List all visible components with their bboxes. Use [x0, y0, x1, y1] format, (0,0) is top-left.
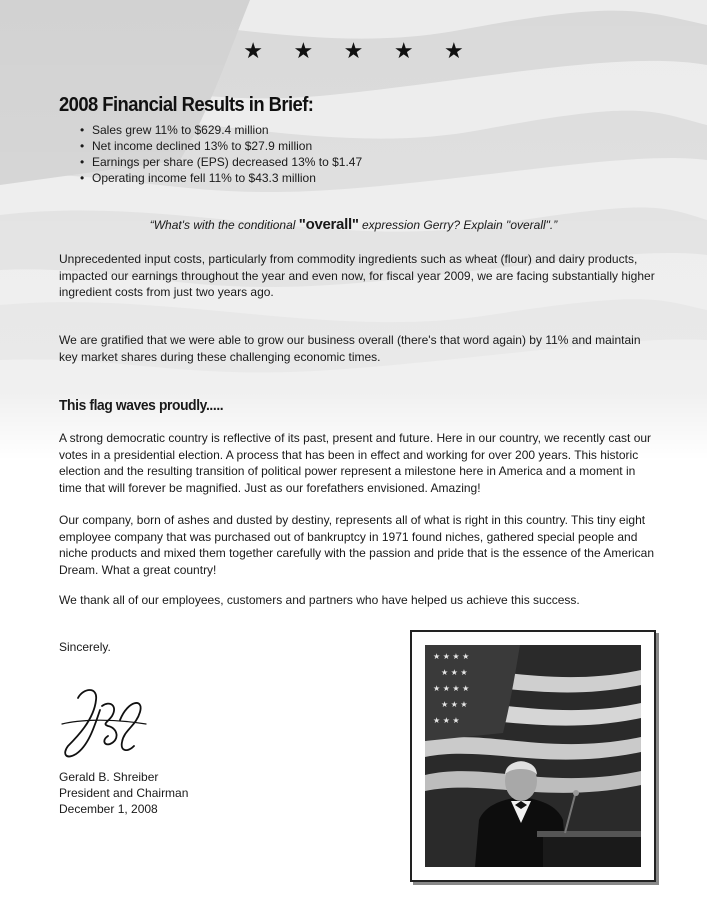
star-icon: ★: [243, 38, 263, 63]
svg-text:★ ★ ★: ★ ★ ★: [441, 668, 468, 677]
list-item: • Operating income fell 11% to $43.3 million: [80, 170, 362, 186]
quote-emphasis: "overall": [298, 216, 359, 233]
section-heading: This flag waves proudly.....: [59, 397, 224, 414]
letter-date: December 1, 2008: [59, 802, 158, 816]
paragraph-company-history: Our company, born of ashes and dusted by destiny, represents all of what is right in this country. This tiny eight employee company that was purchased out of bankruptcy in 1971 found niches, gathered special people and niche products and mixed them together carefully with the passion and pride that is the essence of the American Dream. What a great country!: [59, 513, 655, 577]
page-title: 2008 Financial Results in Brief:: [59, 94, 314, 116]
chairman-photo: [410, 630, 656, 882]
star-icon: ★: [393, 38, 414, 63]
flag-and-speaker-illustration: [425, 645, 641, 867]
signature-image: [58, 680, 150, 762]
signature-block: [59, 769, 188, 817]
star-icon: ★: [293, 38, 314, 63]
paragraph-growth: We are gratified that we were able to grow our business overall (there's that word again) by 11% and maintain key market shares during these challenging economic times.: [59, 333, 641, 364]
svg-text:★ ★ ★: ★ ★ ★: [441, 700, 468, 709]
quote-text-before: “What's with the conditional: [149, 218, 299, 232]
list-item: • Earnings per share (EPS) decreased 13% to $1.47: [80, 154, 362, 170]
svg-text:★ ★ ★: ★ ★ ★: [433, 716, 460, 725]
quote-text-after: expression Gerry? Explain "overall".”: [358, 218, 558, 232]
star-row: [0, 40, 707, 63]
paragraph-thanks: We thank all of our employees, customers and partners who have helped us achieve this success.: [59, 593, 580, 607]
list-item: • Net income declined 13% to $27.9 million: [80, 138, 362, 154]
signer-name: Gerald B. Shreiber: [59, 770, 159, 784]
closing-salutation: Sincerely.: [59, 640, 111, 654]
financial-results-list: [80, 122, 362, 186]
paragraph-input-costs: Unprecedented input costs, particularly from commodity ingredients such as wheat (flour) and dairy products, impacted our earnings throughout the year and even now, for fiscal year 2009, we are facing substantially higher ingredient costs from just two years ago.: [59, 252, 655, 299]
svg-text:★ ★ ★ ★: ★ ★ ★ ★: [433, 684, 470, 693]
pull-quote: [0, 216, 707, 233]
star-icon: ★: [343, 38, 364, 63]
signer-title: President and Chairman: [59, 786, 189, 800]
star-icon: ★: [444, 38, 464, 63]
list-item: • Sales grew 11% to $629.4 million: [80, 122, 362, 138]
paragraph-democracy: A strong democratic country is reflective of its past, present and future. Here in our country, we recently cast our votes in a presidential election. A process that has been in effect and working for over 200 years. This historic election and the resulting transition of political power represent a milestone here in America and a moment in time that will forever be magnified. Just as our forefathers envisioned. Amazing!: [59, 431, 652, 495]
svg-text:★ ★ ★ ★: ★ ★ ★ ★: [433, 652, 470, 661]
